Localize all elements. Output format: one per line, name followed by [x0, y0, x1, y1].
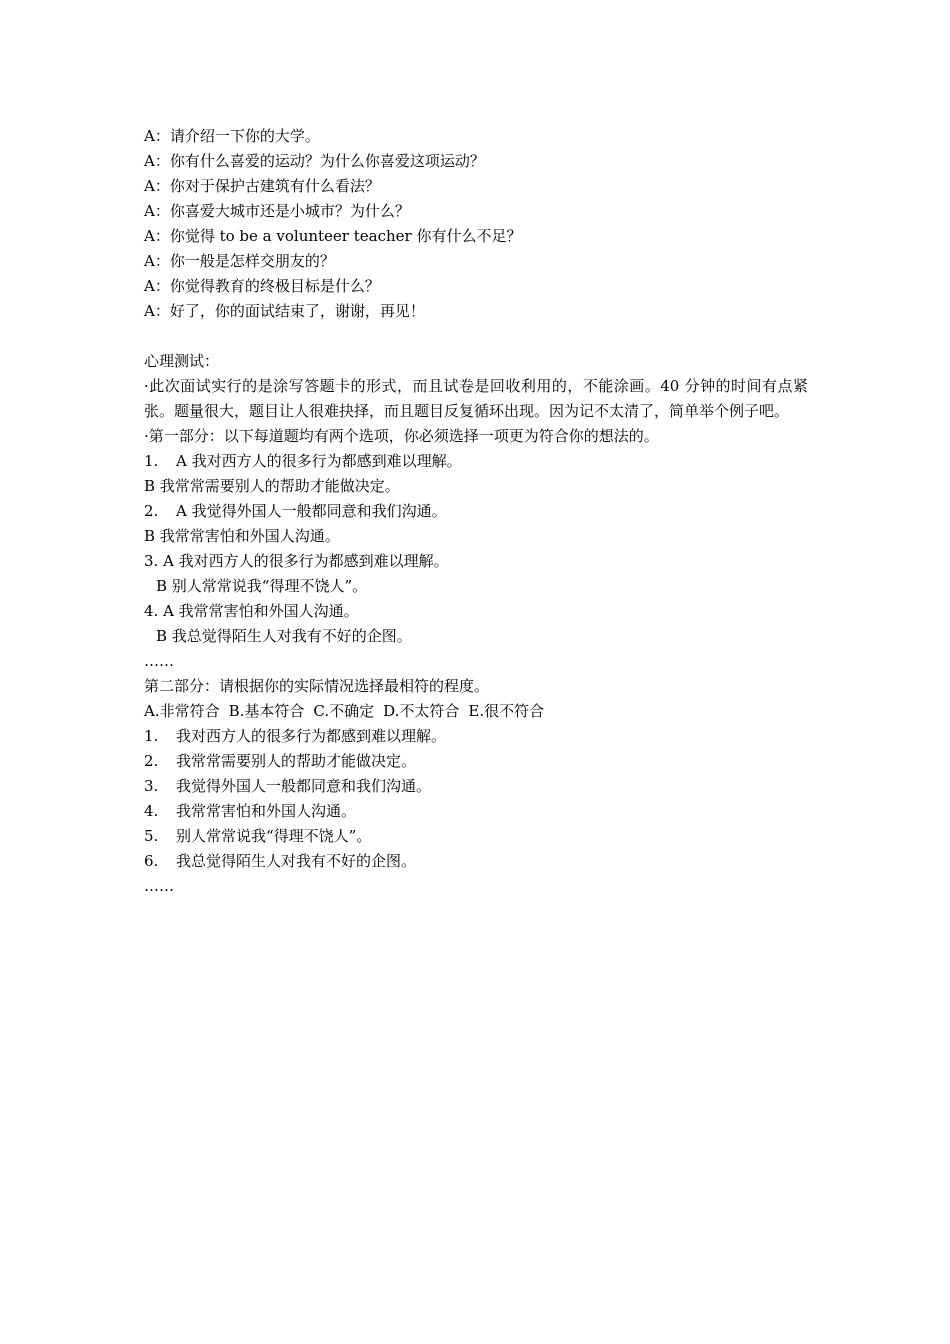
- part-one-q2-b: B 我常常害怕和外国人沟通。: [144, 527, 340, 545]
- item-number: 6.: [144, 852, 159, 870]
- part-two-ellipsis: ……: [144, 877, 174, 895]
- part-two: [144, 674, 808, 899]
- part-one-q1-a: [144, 449, 808, 474]
- option-c: C.不确定: [313, 702, 375, 720]
- part-one-q1-a-text: A 我对西方人的很多行为都感到难以理解。: [176, 452, 462, 470]
- part-two-item-3: [144, 774, 808, 799]
- item-text: 我对西方人的很多行为都感到难以理解。: [176, 727, 447, 745]
- interview-questions: [144, 124, 808, 324]
- interview-line-2: A：你有什么喜爱的运动？为什么你喜爱这项运动？: [144, 152, 485, 170]
- part-one-q2-a: [144, 499, 808, 524]
- interview-line-1: A：请介绍一下你的大学。: [144, 127, 320, 145]
- interview-line-3: A：你对于保护古建筑有什么看法？: [144, 177, 380, 195]
- item-text: 我常常害怕和外国人沟通。: [176, 802, 357, 820]
- option-d: D.不太符合: [383, 702, 460, 720]
- interview-line-7: A：你觉得教育的终极目标是什么？: [144, 277, 380, 295]
- interview-line-5: A：你觉得 to be a volunteer teacher 你有什么不足？: [144, 227, 522, 245]
- part-two-options: [144, 699, 808, 724]
- item-number: 4.: [144, 802, 159, 820]
- interview-line-4: A：你喜爱大城市还是小城市？为什么？: [144, 202, 410, 220]
- part-one-q2-number: 2.: [144, 502, 159, 520]
- part-two-item-5: [144, 824, 808, 849]
- part-one-q3-b: B 别人常常说我“得理不饶人”。: [156, 577, 368, 595]
- item-number: 1.: [144, 727, 159, 745]
- psych-intro: ·此次面试实行的是涂写答题卡的形式，而且试卷是回收利用的，不能涂画。40 分钟的时间有点紧张。题量很大，题目让人很难抉择，而且题目反复循环出现。因为记不太清了，简单举个例子吧。: [144, 377, 808, 420]
- part-two-item-4: [144, 799, 808, 824]
- item-number: 2.: [144, 752, 159, 770]
- part-two-heading: 第二部分：请根据你的实际情况选择最相符的程度。: [144, 677, 490, 695]
- interview-line-8: A：好了，你的面试结束了，谢谢，再见！: [144, 302, 425, 320]
- item-number: 3.: [144, 777, 159, 795]
- item-text: 我觉得外国人一般都同意和我们沟通。: [176, 777, 432, 795]
- document-body: [144, 124, 808, 899]
- part-two-item-2: [144, 749, 808, 774]
- option-e: E.很不符合: [468, 702, 545, 720]
- option-a: A.非常符合: [144, 702, 220, 720]
- option-b: B.基本符合: [228, 702, 305, 720]
- psych-test-section: [144, 349, 808, 899]
- part-one-q1-number: 1.: [144, 452, 159, 470]
- part-one-ellipsis: ……: [144, 652, 174, 670]
- part-one-q4-a: 4. A 我常常害怕和外国人沟通。: [144, 602, 359, 620]
- blank-line: [144, 324, 808, 349]
- psych-heading: 心理测试：: [144, 352, 220, 370]
- item-text: 我常常需要别人的帮助才能做决定。: [176, 752, 417, 770]
- part-one-q3-a: 3. A 我对西方人的很多行为都感到难以理解。: [144, 552, 449, 570]
- item-text: 别人常常说我“得理不饶人”。: [176, 827, 372, 845]
- part-one-heading: ·第一部分：以下每道题均有两个选项，你必须选择一项更为符合你的想法的。: [144, 427, 659, 445]
- item-text: 我总觉得陌生人对我有不好的企图。: [176, 852, 417, 870]
- part-one-q2-a-text: A 我觉得外国人一般都同意和我们沟通。: [176, 502, 447, 520]
- item-number: 5.: [144, 827, 159, 845]
- part-two-item-1: [144, 724, 808, 749]
- part-two-item-6: [144, 849, 808, 874]
- part-one-q1-b: B 我常常需要别人的帮助才能做决定。: [144, 477, 400, 495]
- part-one-q4-b: B 我总觉得陌生人对我有不好的企图。: [156, 627, 412, 645]
- part-one: [144, 424, 808, 674]
- interview-line-6: A：你一般是怎样交朋友的？: [144, 252, 335, 270]
